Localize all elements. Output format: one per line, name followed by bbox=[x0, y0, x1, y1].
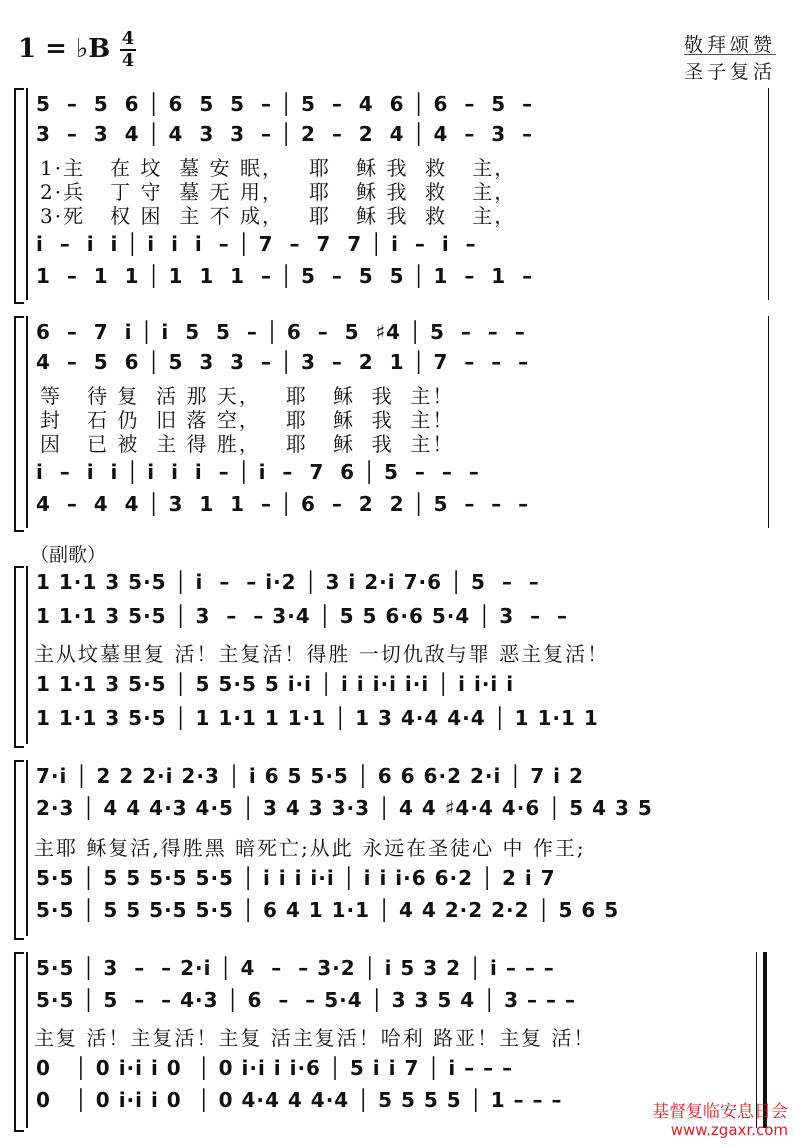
lyrics-chorus: 主复 活！主复活！主复 活主复活！哈利 路亚！主复 活！ bbox=[34, 1026, 596, 1050]
system-1 bbox=[0, 88, 800, 300]
soprano-line: 5 – 5 6 │ 6 5 5 – │ 5 – 4 6 │ 6 – 5 – bbox=[36, 92, 534, 116]
alto-line: 1 1·1 3 5·5 │ 3 – – 3·4 │ 5 5 6·6 5·4 │ 3 – – bbox=[36, 604, 568, 628]
system-bracket bbox=[14, 760, 24, 940]
tenor-line: 1 1·1 3 5·5 │ 5 5·5 5 i·i │ i i i·i i·i │ i i·i i bbox=[36, 672, 515, 696]
system-bracket bbox=[14, 316, 24, 532]
tenor-line: i – i i │ i i i – │ 7 – 7 7 │ i – i – bbox=[36, 232, 477, 256]
time-top: 4 bbox=[121, 28, 135, 49]
watermark-text: 基督复临安息日会 bbox=[652, 1102, 788, 1122]
soprano-line: 7·i │ 2 2 2·i 2·3 │ i 6 5 5·5 │ 6 6 6·2 2·i │ 7 i 2 bbox=[36, 764, 584, 788]
barline-end bbox=[768, 88, 769, 300]
lyrics-chorus: 主耶 稣复活,得胜黑 暗死亡;从此 永远在圣徒心 中 作王; bbox=[34, 836, 586, 860]
lyrics-verse-2: 封 石 仍 旧 落 空， 耶 稣 我 主！ bbox=[40, 408, 455, 432]
system-brace bbox=[26, 316, 28, 528]
system-2 bbox=[0, 316, 800, 528]
tenor-line: 0 │ 0 i·i i 0 │ 0 i·i i i·6 │ 5 i i 7 │ i – – – bbox=[36, 1056, 514, 1080]
bass-line: 1 – 1 1 │ 1 1 1 – │ 5 – 5 5 │ 1 – 1 – bbox=[36, 264, 534, 288]
alto-line: 3 – 3 4 │ 4 3 3 – │ 2 – 2 4 │ 4 – 3 – bbox=[36, 122, 534, 146]
key-signature: 1 = ♭B bbox=[18, 34, 111, 64]
time-bottom: 4 bbox=[121, 50, 135, 71]
system-bracket bbox=[14, 566, 24, 748]
bass-line: 0 │ 0 i·i i 0 │ 0 4·4 4 4·4 │ 5 5 5 5 │ 1 – – – bbox=[36, 1088, 563, 1112]
tenor-line: i – i i │ i i i – │ i – 7 6 │ 5 – – – bbox=[36, 460, 480, 484]
lyrics-verse-2: 2·兵 丁 守 墓 无 用， 耶 稣 我 救 主， bbox=[40, 180, 517, 204]
alto-line: 4 – 5 6 │ 5 3 3 – │ 3 – 2 1 │ 7 – – – bbox=[36, 350, 530, 374]
alto-line: 2·3 │ 4 4 4·3 4·5 │ 3 4 3 3·3 │ 4 4 ♯4·4 4·6 │ 5 4 3 5 bbox=[36, 796, 653, 820]
barline-end bbox=[768, 316, 769, 528]
section-label-chorus: （副歌） bbox=[30, 544, 107, 566]
system-brace bbox=[26, 760, 28, 936]
system-bracket bbox=[14, 952, 24, 1132]
bass-line: 1 1·1 3 5·5 │ 1 1·1 1 1·1 │ 1 3 4·4 4·4 │ 1 1·1 1 bbox=[36, 706, 599, 730]
watermark bbox=[652, 1103, 788, 1139]
soprano-line: 1 1·1 3 5·5 │ i – – i·2 │ 3 i 2·i 7·6 │ 5 – – bbox=[36, 570, 540, 594]
system-brace bbox=[26, 88, 28, 300]
system-3 bbox=[0, 566, 800, 744]
system-bracket bbox=[14, 88, 24, 304]
lyrics-verse-1: 1·主 在 坟 墓 安 眠， 耶 稣 我 救 主， bbox=[40, 156, 517, 180]
lyrics-chorus: 主从坟墓里复 活！主复活！得胜 一切仇敌与罪 恶主复活！ bbox=[34, 642, 610, 666]
bass-line: 5·5 │ 5 5 5·5 5·5 │ 6 4 1 1·1 │ 4 4 2·2 2·2 │ 5 6 5 bbox=[36, 898, 620, 922]
soprano-line: 5·5 │ 3 – – 2·i │ 4 – – 3·2 │ i 5 3 2 │ i – – – bbox=[36, 956, 555, 980]
system-4 bbox=[0, 760, 800, 936]
lyrics-verse-3: 因 已 被 主 得 胜， 耶 稣 我 主！ bbox=[40, 432, 455, 456]
hymn-title: 敬拜颂赞 bbox=[683, 34, 776, 56]
lyrics-verse-1: 等 待 复 活 那 天， 耶 稣 我 主！ bbox=[40, 384, 455, 408]
system-brace bbox=[26, 952, 28, 1128]
watermark-url: www.zgaxr.com bbox=[670, 1121, 788, 1139]
lyrics-verse-3: 3·死 权 困 主 不 成， 耶 稣 我 救 主， bbox=[40, 204, 517, 228]
soprano-line: 6 – 7 i │ i 5 5 – │ 6 – 5 ♯4 │ 5 – – – bbox=[36, 320, 526, 344]
hymn-subtitle: 圣子复活 bbox=[684, 54, 776, 84]
alto-line: 5·5 │ 5 – – 4·3 │ 6 – – 5·4 │ 3 3 5 4 │ 3 – – – bbox=[36, 988, 576, 1012]
bass-line: 4 – 4 4 │ 3 1 1 – │ 6 – 2 2 │ 5 – – – bbox=[36, 492, 530, 516]
tenor-line: 5·5 │ 5 5 5·5 5·5 │ i i i i·i │ i i i·6 6·2 │ 2 i 7 bbox=[36, 866, 556, 890]
system-brace bbox=[26, 566, 28, 744]
time-signature bbox=[120, 30, 136, 70]
